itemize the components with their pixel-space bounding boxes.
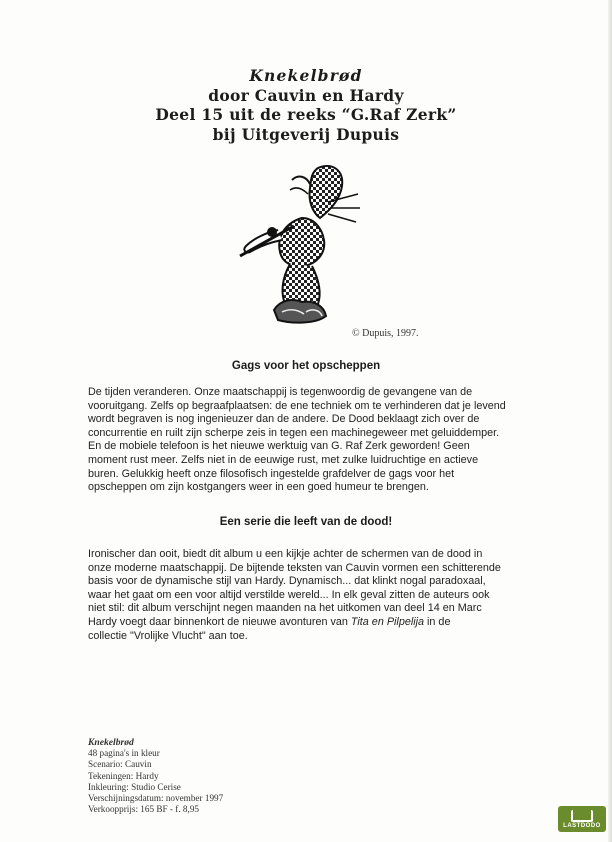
- colophon-line: Verkoopprijs: 165 BF - f. 8,95: [88, 804, 200, 815]
- paragraph-line: onze moderne maatschappij. De bijtende teksten van Cauvin vormen een schitterende: [88, 561, 501, 574]
- publisher-line: bij Uitgeverij Dupuis: [212, 124, 400, 144]
- paragraph-line: basis voor de dynamische stijl van Hardy. Dynamisch... dat klinkt nogal paradoxaal,: [88, 575, 486, 588]
- paragraph-line: concurrentie en ruilt zijn scherpe zeis in tegen een machinegeweer met geluiddemper.: [88, 426, 500, 439]
- colophon: [88, 737, 223, 815]
- authors-line: door Cauvin en Hardy: [208, 85, 404, 105]
- section-heading-serie: Een serie die leeft van de dood!: [219, 516, 393, 528]
- paragraph-line: vooruitgang. Zelfs op begraafplaatsen: de ene techniek om te verhinderen dat je levend: [88, 399, 506, 412]
- watermark-badge: [558, 806, 606, 832]
- watermark-label: LASTDODO: [563, 822, 601, 829]
- album-title: Knekelbrød: [249, 66, 363, 85]
- paragraph-gags: [88, 386, 576, 495]
- paragraph-line: [88, 616, 576, 630]
- colophon-line: Tekeningen: Hardy: [88, 770, 159, 781]
- series-name-italic: Tita en Pilpelija: [350, 615, 425, 628]
- colophon-title: Knekelbrød: [88, 737, 134, 748]
- colophon-line: Verschijningsdatum: november 1997: [88, 793, 224, 804]
- paragraph-line: En de mobiele telefoon is het nieuwe werktuig van G. Raf Zerk geworden! Geen: [88, 440, 470, 453]
- line-text: Hardy voegt daar binnenkort de nieuwe avonturen van: [88, 615, 351, 628]
- line-text: in de: [424, 615, 451, 628]
- series-line: Deel 15 uit de reeks “G.Raf Zerk”: [155, 105, 457, 124]
- page-edge-shadow: [608, 0, 612, 842]
- paragraph-line: waar het gaat om een voor altijd verstilde wereld... In elk geval zitten de auteurs ook: [88, 588, 490, 601]
- paragraph-line: niet stil: dit album verschijnt negen maanden na het uitkomen van deel 14 en Marc: [88, 602, 482, 615]
- colophon-line: 48 pagina's in kleur: [88, 748, 160, 759]
- colophon-line: Inkleuring: Studio Cerise: [88, 781, 181, 792]
- paragraph-line: opscheppen om zijn kostgangers weer in een goed humeur te brengen.: [88, 481, 429, 494]
- paragraph-line: Ironischer dan ooit, biedt dit album u een kijkje achter de schermen van de dood in: [88, 548, 483, 560]
- paragraph-line: moment rust meer. Zelfs niet in de eeuwige rust, met zulke luidruchtige en actieve: [88, 453, 479, 466]
- grim-reaper-cartoon-icon: [232, 160, 367, 332]
- paragraph-line: collectie "Vrolijke Vlucht" aan toe.: [88, 629, 248, 642]
- paragraph-line: wordt begraven is nog ingenieuzer dan de andere. De Dood beklaagt zich over de: [88, 413, 480, 426]
- lastdodo-logo-icon: [571, 810, 593, 822]
- copyright-notice: © Dupuis, 1997.: [352, 328, 419, 339]
- paragraph-line: buren. Gelukkig heeft onze filosofisch ingestelde grafdelver de gags voor het: [88, 467, 455, 480]
- colophon-line: Scenario: Cauvin: [88, 759, 152, 770]
- section-heading-gags: Gags voor het opscheppen: [231, 360, 381, 372]
- document-header: [0, 66, 612, 144]
- paragraph-line: De tijden veranderen. Onze maatschappij is tegenwoordig de gevangene van de: [88, 386, 473, 398]
- paragraph-serie: [88, 548, 576, 643]
